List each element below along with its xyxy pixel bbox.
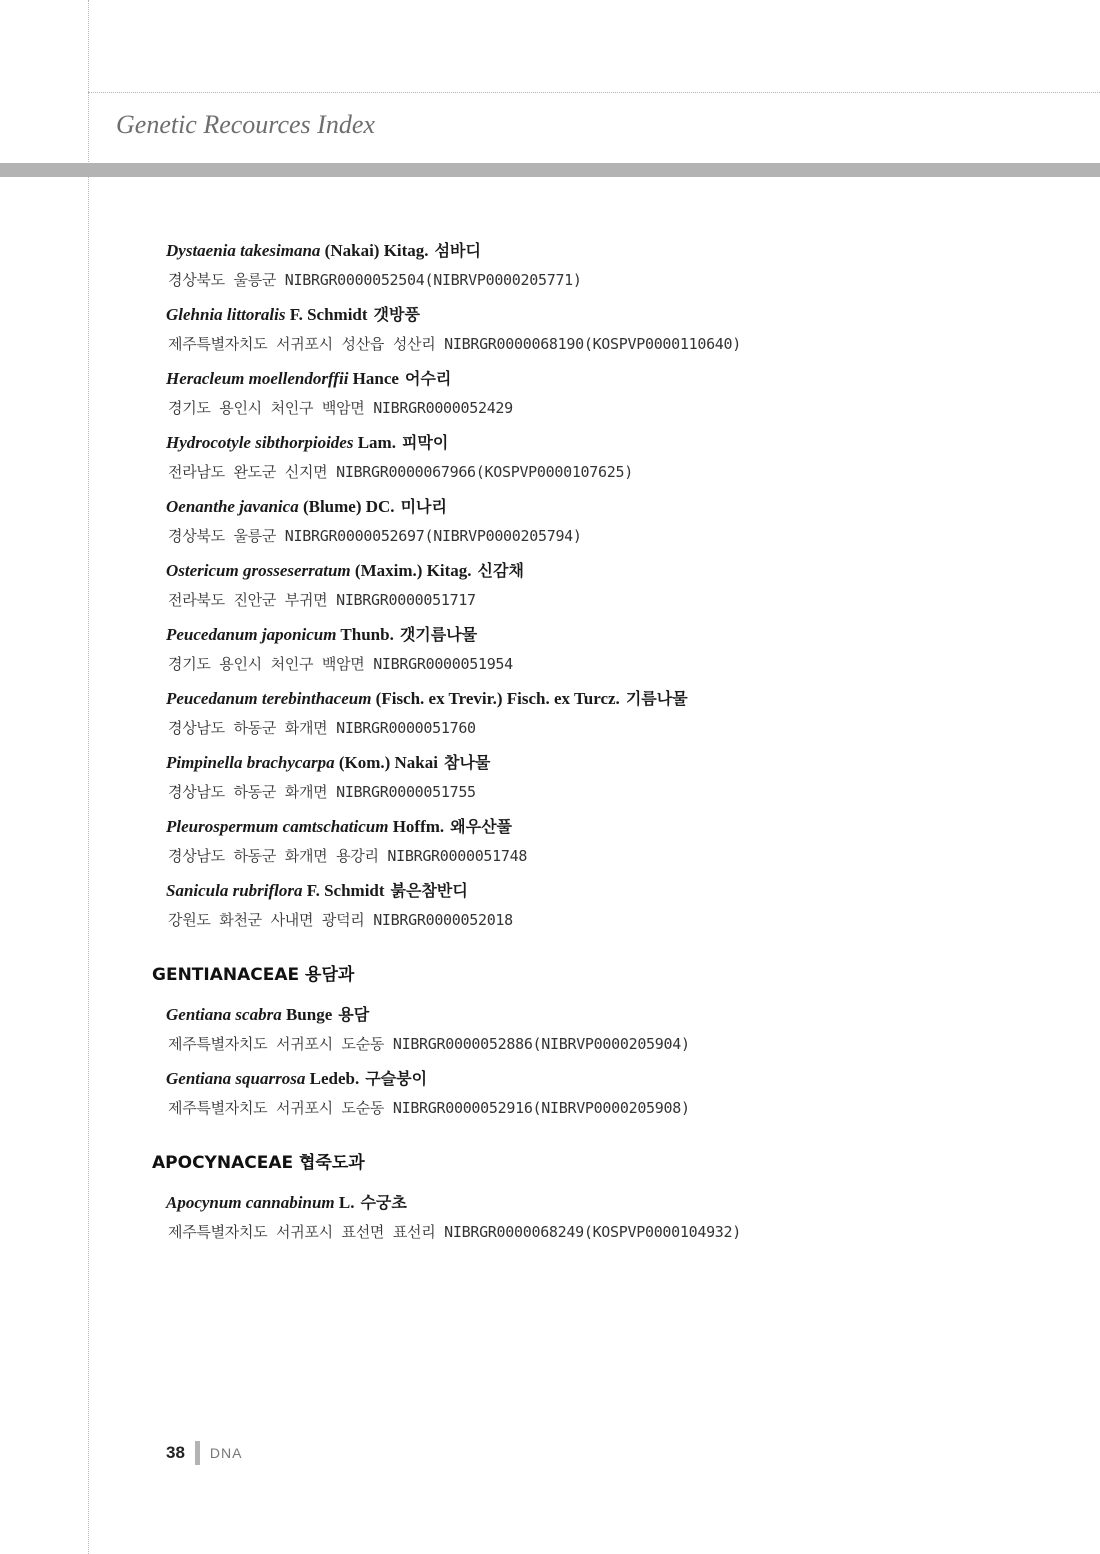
species-entry	[166, 1064, 1072, 1122]
locality-and-accession: 전라남도 완도군 신지면 NIBRGR0000067966(KOSPVP0000107625)	[168, 463, 633, 481]
locality-and-accession: 제주특별자치도 서귀포시 도순동 NIBRGR0000052886(NIBRVP0000205904)	[168, 1035, 690, 1053]
korean-name: 용담	[338, 1005, 370, 1024]
species-entry	[166, 364, 1072, 422]
scientific-name: Gentiana squarrosa	[166, 1069, 306, 1088]
korean-name: 피막이	[401, 433, 449, 452]
species-line	[166, 876, 1072, 906]
species-line	[166, 620, 1072, 650]
scientific-name: Hydrocotyle sibthorpioides	[166, 433, 354, 452]
locality-and-accession: 제주특별자치도 서귀포시 도순동 NIBRGR0000052916(NIBRVP0000205908)	[168, 1099, 690, 1117]
korean-name: 참나물	[444, 753, 491, 772]
locality-and-accession: 경상남도 하동군 화개면 NIBRGR0000051760	[168, 719, 476, 737]
footer-divider-bar	[195, 1441, 200, 1465]
species-line	[166, 364, 1072, 394]
korean-name: 신감채	[477, 561, 524, 580]
scientific-name: Heracleum moellendorffii	[166, 369, 349, 388]
species-entry	[166, 300, 1072, 358]
author-citation: (Blume) DC.	[298, 497, 395, 516]
author-citation: (Nakai) Kitag.	[320, 241, 429, 260]
scientific-name: Oenanthe javanica	[166, 497, 299, 516]
species-line	[166, 428, 1072, 458]
header-title: Genetic Recources Index	[116, 110, 375, 139]
locality-and-accession: 강원도 화천군 사내면 광덕리 NIBRGR0000052018	[168, 911, 513, 929]
species-entry	[166, 748, 1072, 806]
species-entry	[166, 236, 1072, 294]
scientific-name: Apocynum cannabinum	[166, 1193, 335, 1212]
species-entry	[166, 1188, 1072, 1246]
author-citation: Lam.	[353, 433, 396, 452]
korean-name: 갯기름나물	[399, 625, 478, 644]
locality-and-accession: 경상북도 울릉군 NIBRGR0000052697(NIBRVP0000205794)	[168, 527, 582, 545]
header-dotted-horizontal-line	[88, 92, 1100, 93]
author-citation: F. Schmidt	[285, 305, 368, 324]
locality-and-accession: 경상북도 울릉군 NIBRGR0000052504(NIBRVP0000205771)	[168, 271, 582, 289]
species-line	[166, 1064, 1072, 1094]
locality-and-accession: 경상남도 하동군 화개면 NIBRGR0000051755	[168, 783, 476, 801]
korean-name: 붉은참반디	[390, 881, 468, 900]
author-citation: (Maxim.) Kitag.	[350, 561, 472, 580]
species-line	[166, 684, 1072, 714]
family-heading: GENTIANACEAE 용담과	[152, 965, 355, 985]
footer-label: DNA	[209, 1445, 243, 1461]
korean-name: 기름나물	[625, 689, 688, 708]
author-citation: F. Schmidt	[302, 881, 385, 900]
species-line	[166, 812, 1072, 842]
species-line	[166, 556, 1072, 586]
page-footer	[166, 1440, 242, 1466]
korean-name: 수궁초	[360, 1193, 407, 1212]
scientific-name: Ostericum grosseserratum	[166, 561, 351, 580]
species-line	[166, 300, 1072, 330]
korean-name: 갯방풍	[373, 305, 420, 324]
scientific-name: Glehnia littoralis	[166, 305, 286, 324]
author-citation: Hoffm.	[388, 817, 445, 836]
korean-name: 미나리	[400, 497, 447, 516]
korean-name: 구슬붕이	[365, 1069, 428, 1088]
author-citation: Hance	[348, 369, 399, 388]
locality-and-accession: 경상남도 하동군 화개면 용강리 NIBRGR0000051748	[168, 847, 528, 865]
species-line	[166, 1188, 1072, 1218]
locality-and-accession: 경기도 용인시 처인구 백암면 NIBRGR0000052429	[168, 399, 513, 417]
scientific-name: Pleurospermum camtschaticum	[166, 817, 389, 836]
species-entry	[166, 812, 1072, 870]
species-line	[166, 1000, 1072, 1030]
scientific-name: Peucedanum terebinthaceum	[166, 689, 372, 708]
locality-and-accession: 제주특별자치도 서귀포시 성산읍 성산리 NIBRGR0000068190(KOSPVP0000110640)	[168, 335, 742, 353]
korean-name: 어수리	[404, 369, 452, 388]
scientific-name: Dystaenia takesimana	[166, 241, 321, 260]
scientific-name: Sanicula rubriflora	[166, 881, 303, 900]
scientific-name: Gentiana scabra	[166, 1005, 282, 1024]
species-entry	[166, 556, 1072, 614]
locality-and-accession: 제주특별자치도 서귀포시 표선면 표선리 NIBRGR0000068249(KOSPVP0000104932)	[168, 1223, 742, 1241]
index-content	[152, 236, 1072, 1252]
header-gray-band	[0, 163, 1100, 177]
page-number: 38	[166, 1443, 185, 1462]
scientific-name: Pimpinella brachycarpa	[166, 753, 335, 772]
locality-and-accession: 전라북도 진안군 부귀면 NIBRGR0000051717	[168, 591, 476, 609]
author-citation: Ledeb.	[305, 1069, 360, 1088]
species-line	[166, 236, 1072, 266]
korean-name: 섬바디	[434, 241, 481, 260]
margin-dotted-vertical-line	[88, 0, 89, 1554]
species-entry	[166, 1000, 1072, 1058]
species-line	[166, 748, 1072, 778]
korean-name: 왜우산풀	[450, 817, 512, 836]
species-entry	[166, 492, 1072, 550]
species-entry	[166, 876, 1072, 934]
scientific-name: Peucedanum japonicum	[166, 625, 337, 644]
author-citation: (Fisch. ex Trevir.) Fisch. ex Turcz.	[371, 689, 620, 708]
species-line	[166, 492, 1072, 522]
author-citation: L.	[334, 1193, 355, 1212]
author-citation: Bunge	[281, 1005, 333, 1024]
author-citation: (Kom.) Nakai	[334, 753, 438, 772]
author-citation: Thunb.	[336, 625, 394, 644]
family-heading: APOCYNACEAE 협죽도과	[152, 1153, 365, 1173]
species-entry	[166, 620, 1072, 678]
species-entry	[166, 428, 1072, 486]
species-entry	[166, 684, 1072, 742]
locality-and-accession: 경기도 용인시 처인구 백암면 NIBRGR0000051954	[168, 655, 513, 673]
